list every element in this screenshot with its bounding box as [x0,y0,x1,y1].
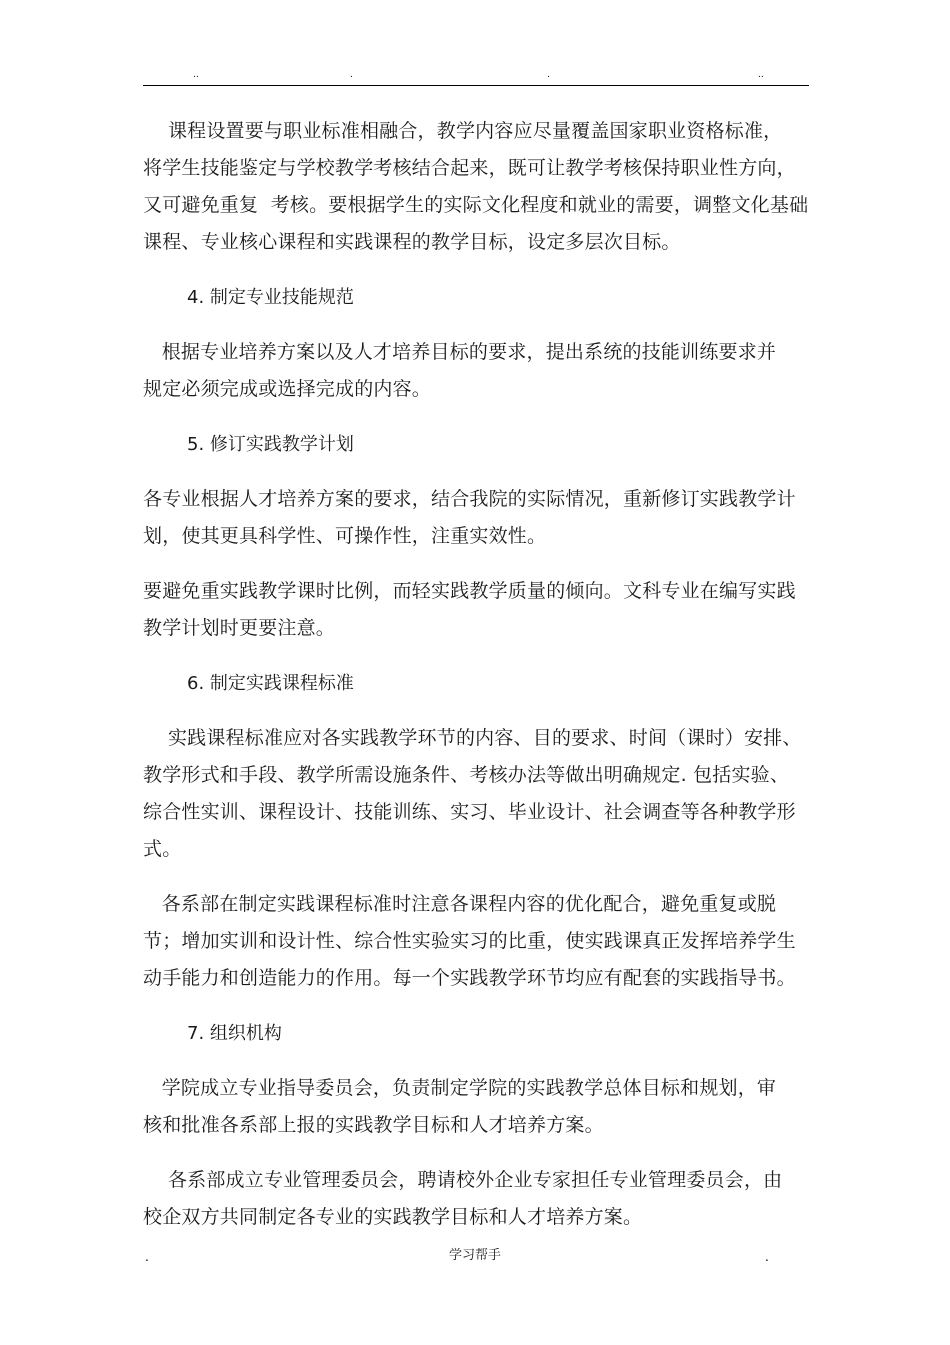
paragraph-line: 将学生技能鉴定与学校教学考核结合起来，既可让教学考核保持职业性方向， [143,157,796,179]
paragraph-line: 综合性实训、课程设计、技能训练、实习、毕业设计、社会调查等各种教学形 [143,801,796,823]
paragraph-line: 要避免重实践教学课时比例，而轻实践教学质量的倾向。文科专业在编写实践 [143,580,796,602]
paragraph-line: 校企双方共同制定各专业的实践教学目标和人才培养方案。 [143,1206,643,1228]
paragraph-line: 式。 [143,838,182,860]
paragraph [143,1162,809,1236]
paragraph-line: 各系部成立专业管理委员会，聘请校外企业专家担任专业管理委员会，由 [143,1169,783,1191]
paragraph-line: 教学计划时更要注意。 [143,617,336,639]
header-mark: .. [193,70,199,80]
heading-text: 5. 修订实践教学计划 [187,434,354,455]
footer-text: 学习帮手 [448,1248,501,1263]
section-heading [143,279,809,316]
paragraph-line: 规定必须完成或选择完成的内容。 [143,378,432,400]
paragraph [143,720,809,868]
paragraph-line: 各专业根据人才培养方案的要求，结合我院的实际情况，重新修订实践教学计 [143,488,796,510]
paragraph-line: 实践课程标准应对各实践教学环节的内容、目的要求、时间（课时）安排、 [143,727,802,749]
header-rule [143,85,809,86]
footer-mark-right: . [765,1250,769,1264]
paragraph-line: 教学形式和手段、教学所需设施条件、考核办法等做出明确规定. 包括实验、 [143,764,790,786]
section-heading [143,665,809,702]
paragraph-line: 核和批准各系部上报的实践教学目标和人才培养方案。 [143,1114,604,1136]
paragraph [143,481,809,555]
header-mark: . [350,70,353,80]
paragraph-line: 动手能力和创造能力的作用。每一个实践教学环节均应有配套的实践指导书。 [143,967,796,989]
header-mark: .. [758,70,764,80]
paragraph-line: 学院成立专业指导委员会，负责制定学院的实践教学总体目标和规划，审 [143,1077,777,1099]
paragraph-line: 课程设置要与职业标准相融合，教学内容应尽量覆盖国家职业资格标准， [143,120,783,142]
footer-mark-left: . [145,1250,149,1264]
paragraph [143,573,809,647]
header-mark: . [547,70,550,80]
paragraph [143,886,809,997]
paragraph-line: 各系部在制定实践课程标准时注意各课程内容的优化配合，避免重复或脱 [143,893,777,915]
paragraph [143,1070,809,1144]
section-heading [143,1015,809,1052]
paragraph-line: 划，使其更具科学性、可操作性，注重实效性。 [143,525,547,547]
heading-text: 4. 制定专业技能规范 [187,287,354,308]
paragraph [143,334,809,408]
section-heading [143,426,809,463]
heading-text: 6. 制定实践课程标准 [187,673,354,694]
paragraph-line: 课程、专业核心课程和实践课程的教学目标，设定多层次目标。 [143,231,681,253]
heading-text: 7. 组织机构 [187,1023,282,1044]
paragraph [143,113,809,261]
paragraph-line: 又可避免重复 考核。要根据学生的实际文化程度和就业的需要，调整文化基础 [143,194,809,216]
paragraph-line: 根据专业培养方案以及人才培养目标的要求，提出系统的技能训练要求并 [143,341,777,363]
document-body [143,113,809,1236]
paragraph-line: 节；增加实训和设计性、综合性实验实习的比重，使实践课真正发挥培养学生 [143,930,796,952]
